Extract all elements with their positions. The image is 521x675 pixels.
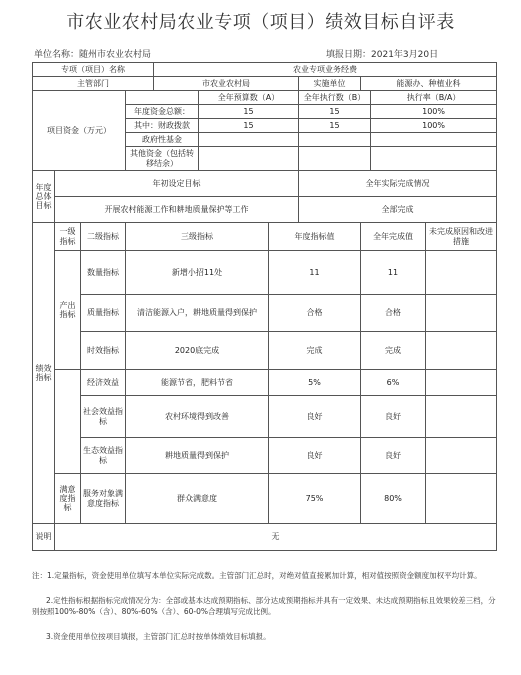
annual-done-label: 全年实际完成情况 — [299, 171, 497, 197]
perf-level2: 质量指标 — [81, 295, 126, 332]
perf-reason — [426, 396, 497, 438]
unit-label: 单位名称： — [34, 50, 80, 60]
perf-level3: 2020底完成 — [126, 332, 269, 370]
perf-row — [33, 370, 497, 396]
perf-level3: 新增小招11处 — [126, 251, 269, 295]
annual-header-row — [33, 171, 497, 197]
report-date — [326, 47, 438, 60]
output-indicator-label: 产出指标 — [55, 251, 81, 370]
perf-actual: 6% — [361, 370, 426, 396]
perf-row — [33, 332, 497, 370]
annual-goal-label: 年度总体目标 — [33, 171, 55, 223]
perf-actual: 合格 — [361, 295, 426, 332]
project-name-label: 专项（项目）名称 — [33, 63, 154, 77]
footnotes — [32, 570, 502, 656]
dept-value: 市农业农村局 — [154, 77, 299, 91]
funds-row-exec: 15 — [299, 105, 371, 119]
funds-row-rate: 100% — [371, 119, 497, 133]
funds-row-budget — [199, 133, 299, 147]
perf-target: 良好 — [269, 438, 361, 474]
funds-row-exec — [299, 133, 371, 147]
perf-level3: 群众满意度 — [126, 474, 269, 524]
perf-row — [33, 396, 497, 438]
funds-header-row — [33, 91, 497, 105]
perf-level2: 数量指标 — [81, 251, 126, 295]
perf-target: 完成 — [269, 332, 361, 370]
target-header: 年度指标值 — [269, 223, 361, 251]
dept-label: 主管部门 — [33, 77, 154, 91]
perf-level2: 时效指标 — [81, 332, 126, 370]
perf-reason — [426, 370, 497, 396]
funds-row-exec: 15 — [299, 119, 371, 133]
project-name-value: 农业专项业务经费 — [154, 63, 497, 77]
date-value: 2021年3月20日 — [371, 50, 439, 60]
perf-level2: 社会效益指标 — [81, 396, 126, 438]
perf-actual: 完成 — [361, 332, 426, 370]
perf-row — [33, 295, 497, 332]
perf-level2: 生态效益指标 — [81, 438, 126, 474]
perf-row — [33, 438, 497, 474]
perf-target: 11 — [269, 251, 361, 295]
date-label: 填报日期： — [326, 50, 372, 60]
perf-reason — [426, 438, 497, 474]
footnote: 3.资金使用单位按项目填报，主管部门汇总时按单体绩效目标填报。 — [46, 631, 271, 641]
page-title: 市农业农村局农业专项（项目）绩效目标自评表 — [66, 12, 455, 33]
perf-row — [33, 251, 497, 295]
impl-unit-value: 能源办、种植业科 — [361, 77, 497, 91]
perf-actual: 良好 — [361, 396, 426, 438]
remark-row — [33, 524, 497, 551]
perf-row — [33, 474, 497, 524]
perf-target: 良好 — [269, 396, 361, 438]
footnote: 2.定性指标根据指标完成情况分为：全部或基本达成预期指标、部分达成预期指标并具有一定效果、未达成预期指标且效果较差三档，分别按照100%-80%（含）、80%-60%（含）、60-0%合理填写完成比例。 — [32, 595, 496, 617]
level3-header: 三级指标 — [126, 223, 269, 251]
evaluation-table — [32, 62, 497, 551]
funds-row-name: 年度资金总额： — [126, 105, 199, 119]
annual-value-row — [33, 197, 497, 223]
perf-level3: 能源节省，肥料节省 — [126, 370, 269, 396]
funds-row-name: 其中：财政拨款 — [126, 119, 199, 133]
perf-actual: 11 — [361, 251, 426, 295]
funds-row-rate: 100% — [371, 105, 497, 119]
remark-value: 无 — [55, 524, 497, 551]
unit-value: 随州市农业农村局 — [79, 50, 152, 60]
funds-row-rate — [371, 133, 497, 147]
remark-label: 说明 — [33, 524, 55, 551]
actual-header: 全年完成值 — [361, 223, 426, 251]
unit-name — [34, 47, 151, 60]
level2-header: 二级指标 — [81, 223, 126, 251]
annual-set-value: 开展农村能源工作和耕地质量保护等工作 — [55, 197, 299, 223]
reason-header: 未完成原因和改进措施 — [426, 223, 497, 251]
budget-header: 全年预算数（A） — [199, 91, 299, 105]
perf-reason — [426, 295, 497, 332]
funds-label: 项目资金（万元） — [33, 91, 126, 171]
annual-done-value: 全部完成 — [299, 197, 497, 223]
annual-set-label: 年初设定目标 — [55, 171, 299, 197]
perf-actual: 80% — [361, 474, 426, 524]
funds-row-budget — [199, 147, 299, 171]
perf-reason — [426, 332, 497, 370]
rate-header: 执行率（B/A） — [371, 91, 497, 105]
dept-row — [33, 77, 497, 91]
level1-header: 一级指标 — [55, 223, 81, 251]
perf-target: 5% — [269, 370, 361, 396]
perf-level3: 清洁能源入户，耕地质量得到保护 — [126, 295, 269, 332]
perf-level3: 耕地质量得到保护 — [126, 438, 269, 474]
footnote: 注：1.定量指标，资金使用单位填写本单位实际完成数。主管部门汇总时，对绝对值直接累加计算，相对值按照资金额度加权平均计算。 — [32, 571, 482, 580]
funds-row-budget: 15 — [199, 119, 299, 133]
funds-row-name: 其他资金（包括转移结余） — [126, 147, 199, 171]
perf-label: 绩效指标 — [33, 223, 55, 524]
impl-unit-label: 实施单位 — [299, 77, 361, 91]
perf-reason — [426, 474, 497, 524]
perf-actual: 良好 — [361, 438, 426, 474]
project-name-row — [33, 63, 497, 77]
satisfaction-indicator-label: 满意度指标 — [55, 474, 81, 524]
perf-level2: 经济效益 — [81, 370, 126, 396]
funds-row-budget: 15 — [199, 105, 299, 119]
perf-header-row — [33, 223, 497, 251]
perf-target: 75% — [269, 474, 361, 524]
perf-level2: 服务对象满意度指标 — [81, 474, 126, 524]
funds-row-name: 政府性基金 — [126, 133, 199, 147]
funds-row-exec — [299, 147, 371, 171]
perf-target: 合格 — [269, 295, 361, 332]
perf-reason — [426, 251, 497, 295]
perf-level3: 农村环境得到改善 — [126, 396, 269, 438]
funds-row-rate — [371, 147, 497, 171]
exec-header: 全年执行数（B） — [299, 91, 371, 105]
